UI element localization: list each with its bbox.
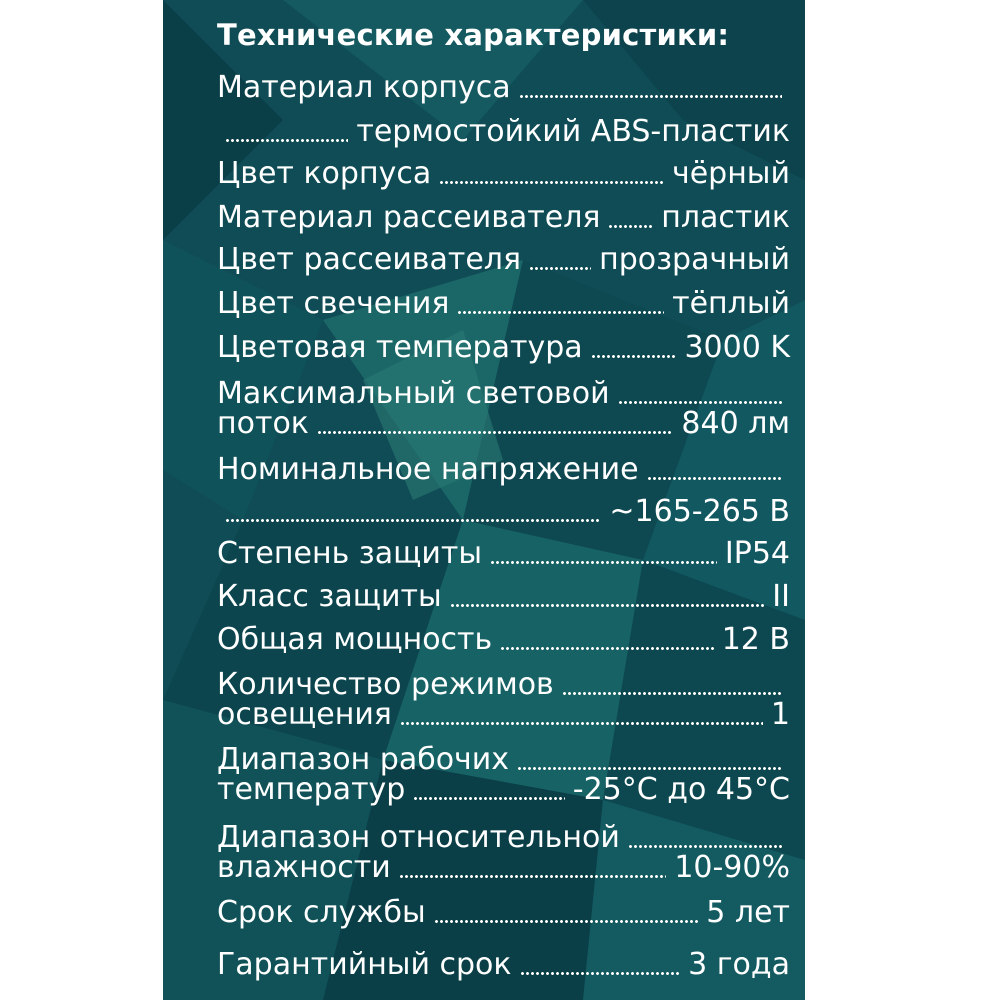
spec-label: Цвет корпуса <box>217 156 432 191</box>
spec-row <box>217 492 790 532</box>
dot-leader <box>519 94 782 99</box>
dot-leader <box>500 646 714 651</box>
dot-leader <box>399 874 667 879</box>
spec-row <box>217 893 790 933</box>
spec-row <box>217 620 790 660</box>
dot-leader <box>400 721 763 726</box>
dot-leader <box>529 266 591 271</box>
spec-label: Общая мощность <box>217 622 493 657</box>
dot-leader <box>413 796 564 801</box>
spec-row <box>217 695 790 735</box>
spec-row <box>217 770 790 810</box>
dot-leader <box>608 224 653 229</box>
dot-leader <box>490 560 717 565</box>
spec-value: пластик <box>661 200 790 235</box>
spec-label: Степень защиты <box>217 536 483 571</box>
spec-label: Класс защиты <box>217 579 442 614</box>
spec-label: Цвет свечения <box>217 286 450 321</box>
dot-leader <box>225 138 348 143</box>
spec-value: 1 <box>770 697 790 732</box>
dot-leader <box>434 919 699 924</box>
spec-label: Номинальное напряжение <box>217 452 639 487</box>
spec-row <box>217 240 790 280</box>
spec-row <box>217 577 790 617</box>
spec-value: 12 В <box>721 622 790 657</box>
spec-row <box>217 450 790 490</box>
specs-content <box>163 0 805 1000</box>
spec-row <box>217 848 790 888</box>
dot-leader <box>450 603 765 608</box>
spec-row <box>217 404 790 444</box>
dot-leader <box>647 476 782 481</box>
spec-value: IP54 <box>724 536 790 571</box>
spec-label: температур <box>217 772 406 807</box>
spec-label: Количество режимов <box>217 667 554 702</box>
specs-panel <box>163 0 805 1000</box>
spec-value: II <box>772 579 790 614</box>
spec-row <box>217 154 790 194</box>
spec-row <box>217 534 790 574</box>
spec-value: ~165-265 В <box>609 494 790 529</box>
spec-row <box>217 112 790 152</box>
page-title: Технические характеристики: <box>217 18 730 52</box>
spec-row <box>217 198 790 238</box>
spec-value: 3000 K <box>684 330 790 365</box>
spec-label: Диапазон относительной <box>217 820 620 855</box>
spec-row <box>217 68 790 108</box>
spec-label: Материал рассеивателя <box>217 200 601 235</box>
spec-label: Максимальный световой <box>217 376 610 411</box>
dot-leader <box>591 354 677 359</box>
spec-value: -25°C до 45°C <box>572 772 790 807</box>
dot-leader <box>225 518 601 523</box>
spec-row <box>217 284 790 324</box>
dot-leader <box>317 430 673 435</box>
spec-value: 10-90% <box>674 850 790 885</box>
dot-leader <box>457 310 664 315</box>
spec-label: Цветовая температура <box>217 330 583 365</box>
spec-value: 840 лм <box>681 406 790 441</box>
spec-label: освещения <box>217 697 392 732</box>
spec-row <box>217 945 790 985</box>
dot-leader <box>520 971 681 976</box>
spec-value: термостойкий ABS-пластик <box>356 114 790 149</box>
spec-label: Цвет рассеивателя <box>217 242 522 277</box>
dot-leader <box>439 180 664 185</box>
spec-label: Диапазон рабочих <box>217 742 510 777</box>
spec-label: Материал корпуса <box>217 70 511 105</box>
spec-label: поток <box>217 406 309 441</box>
spec-value: чёрный <box>671 156 790 191</box>
spec-label: Срок службы <box>217 895 426 930</box>
spec-value: 5 лет <box>706 895 790 930</box>
spec-value: 3 года <box>688 947 790 982</box>
spec-label: влажности <box>217 850 391 885</box>
spec-row <box>217 328 790 368</box>
spec-value: тёплый <box>672 286 790 321</box>
spec-value: прозрачный <box>599 242 790 277</box>
spec-label: Гарантийный срок <box>217 947 512 982</box>
